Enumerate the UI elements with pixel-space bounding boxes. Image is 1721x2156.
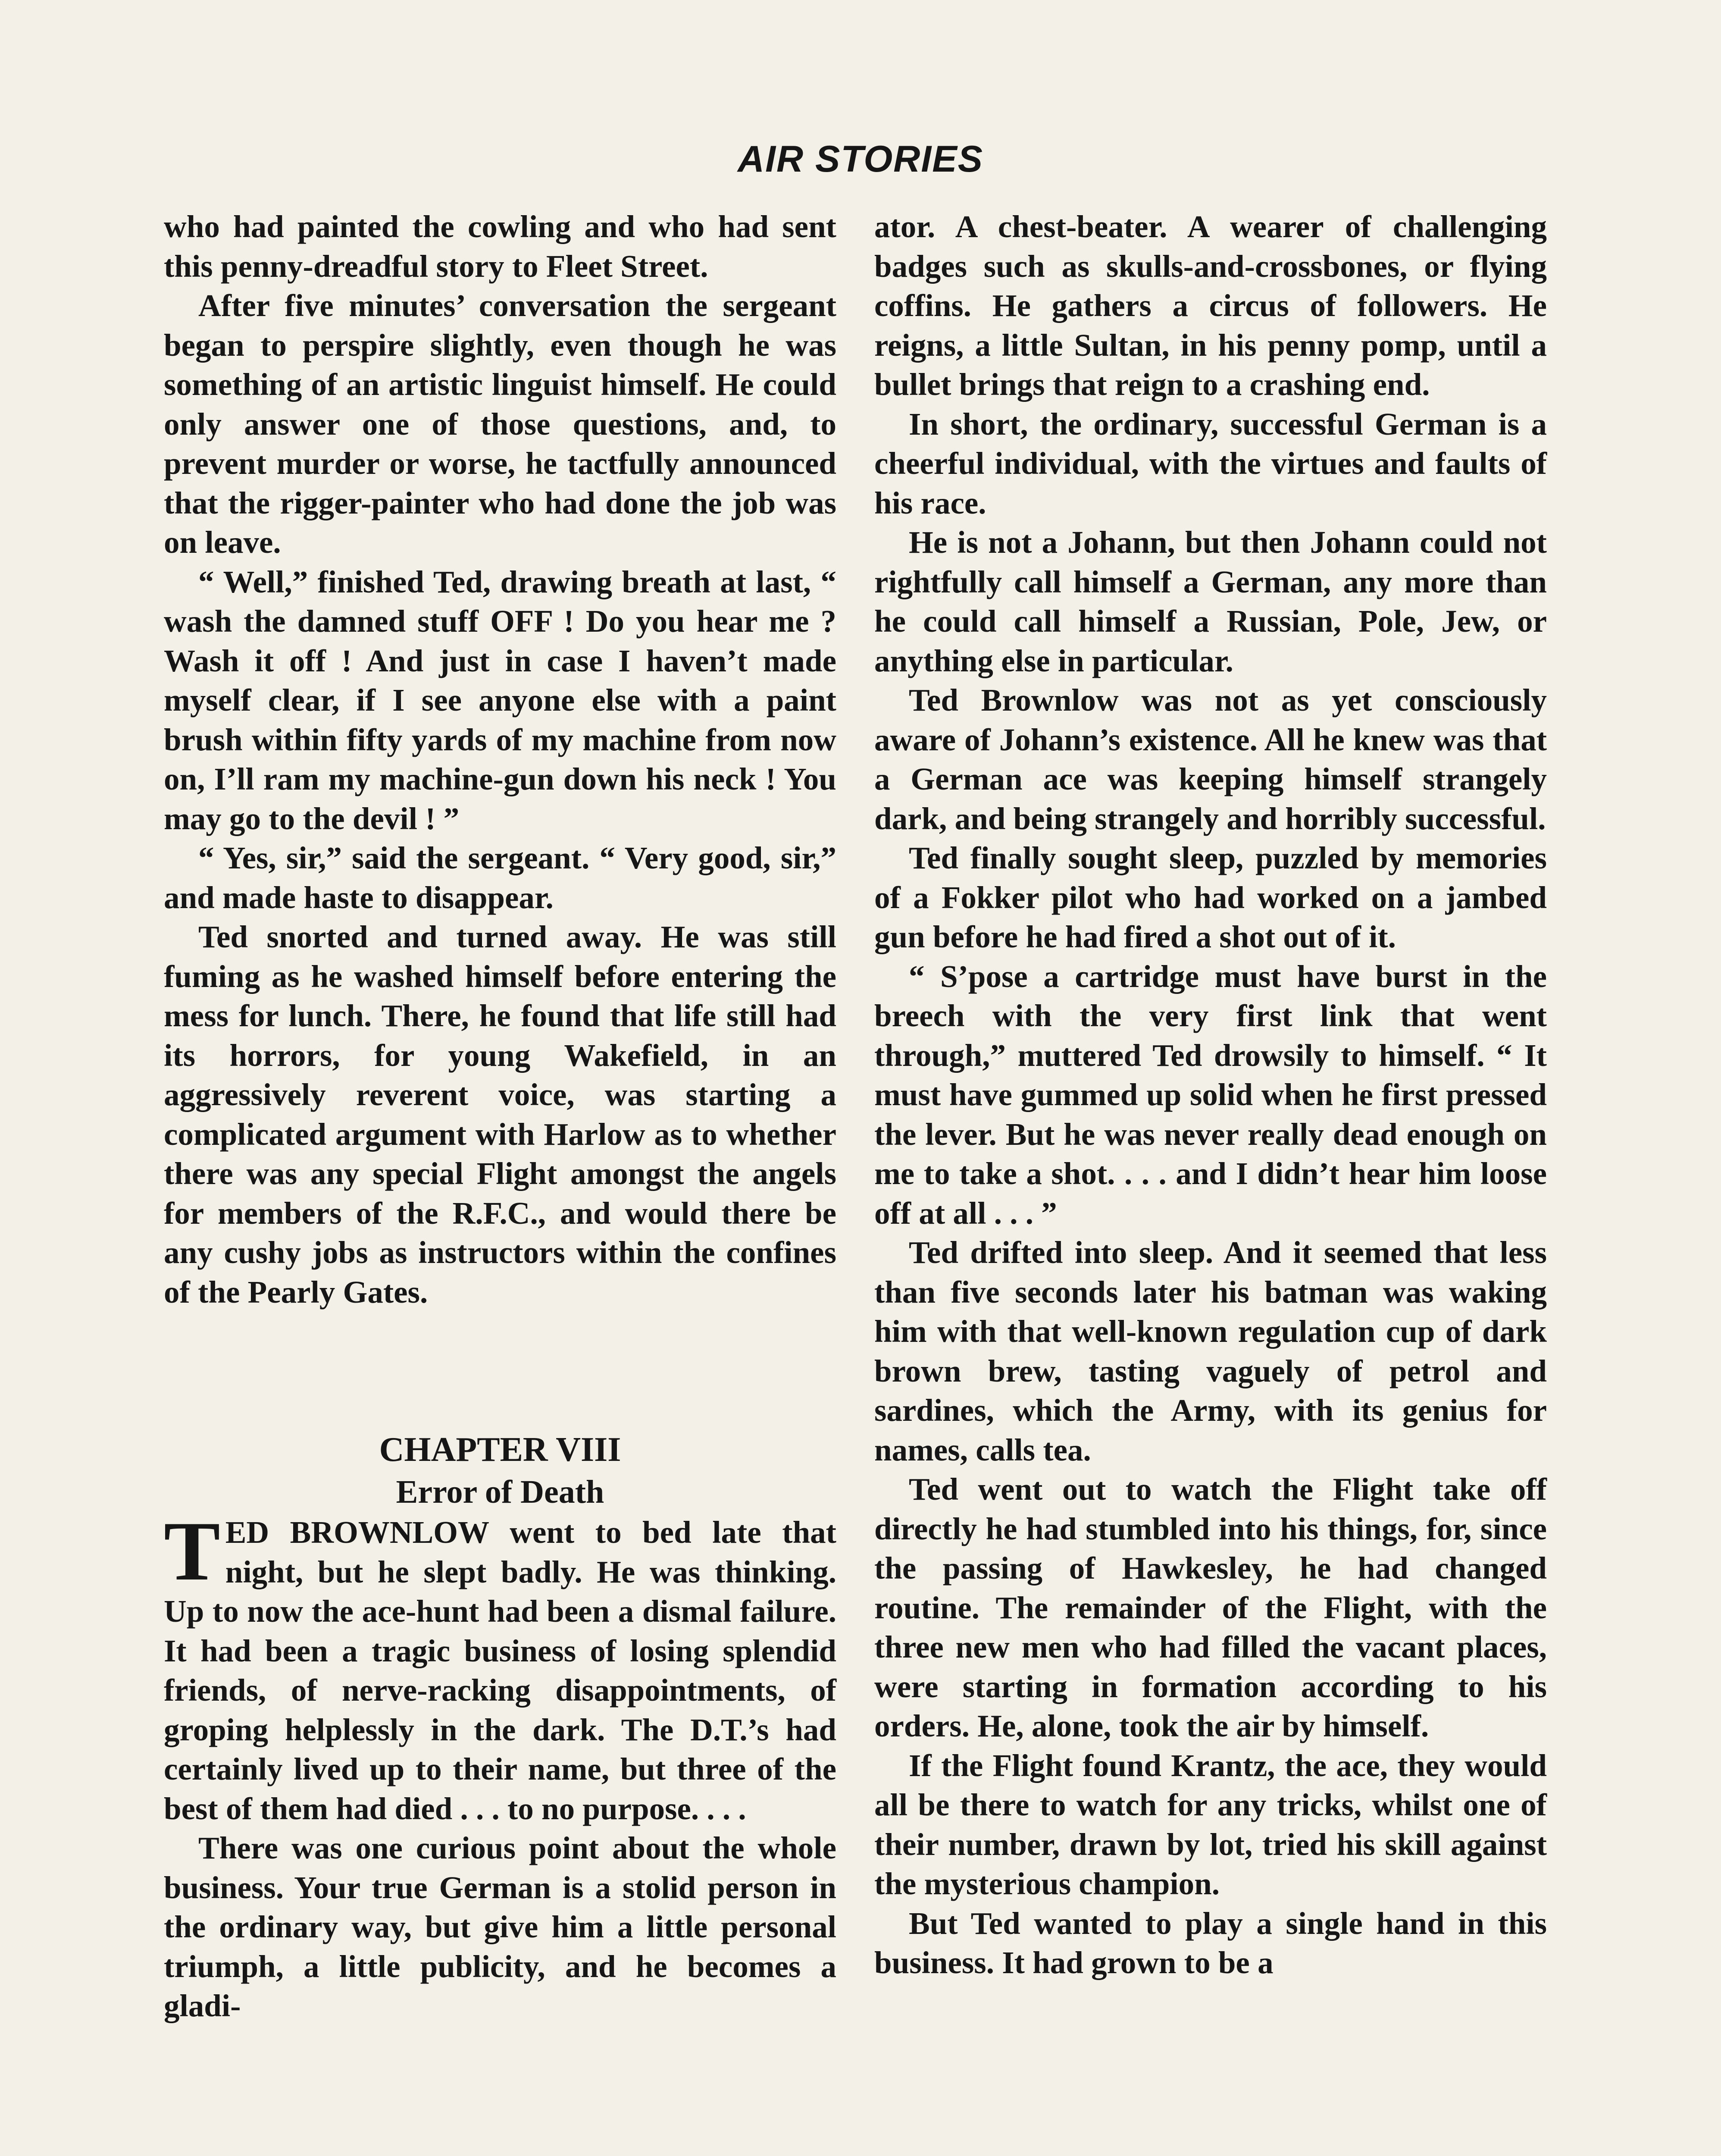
chapter-heading xyxy=(164,1428,836,1513)
paragraph: Ted finally sought sleep, puzzled by memories of a Fokker pilot who had worked on a jambed gun before he had fired a shot out of it. xyxy=(874,840,1547,954)
running-header: AIR STORIES xyxy=(738,138,983,180)
paragraph: “ S’pose a cartridge must have burst in the breech with the very first link that went through,” muttered Ted drowsily to himself. “ It must have gummed up solid when he first pressed the lever. But he was never really dead enough on me to take a shot. . . . and I didn’t hear him loose off at all . . . ” xyxy=(874,959,1547,1231)
paragraph: Ted Brownlow was not as yet consciously aware of Johann’s existence. All he knew was that a German ace was keeping himself strangely dark, and being strangely and horribly successful. xyxy=(874,683,1547,836)
left-column xyxy=(164,207,836,2026)
paragraph: who had painted the cowling and who had sent this penny-dreadful story to Fleet Street. xyxy=(164,209,836,284)
chapter-opening-paragraph xyxy=(164,1504,836,1828)
chapter-opening-text: ED BROWNLOW went to bed late that night, but he slept badly. He was thinking. Up to now the ace-hunt had been a dismal failure. It had been a tragic business of losing splendid friends, of nerve-racking disappointments, of groping helplessly in the dark. The D.T.’s had certainly lived up to their name, but three of the best of them had died . . . to no purpose. . . . xyxy=(164,1515,836,1826)
paragraph: Ted snorted and turned away. He was still fuming as he washed himself before entering the mess for lunch. There, he found that life still had its horrors, for young Wakefield, in an aggressively reverent voice, was starting a complicated argument with Harlow as to whether there was any special Flight amongst the angels for members of the R.F.C., and would there be any cushy jobs as instructors within the confines of the Pearly Gates. xyxy=(164,919,836,1310)
paragraph: After five minutes’ conversation the sergeant began to perspire slightly, even though he was something of an artistic linguist himself. He could only answer one of those questions, and, to prevent murder or worse, he tactfully announced that the rigger-painter who had done the job was on leave. xyxy=(164,288,836,560)
paragraph: He is not a Johann, but then Johann could not rightfully call himself a German, any more than he could call himself a Russian, Pole, Jew, or anything else in particular. xyxy=(874,525,1547,678)
paragraph: In short, the ordinary, successful German is a cheerful individual, with the virtues and faults of his race. xyxy=(874,406,1547,520)
paragraph: If the Flight found Krantz, the ace, they would all be there to watch for any tricks, whilst one of their number, drawn by lot, tried his skill against the mysterious champion. xyxy=(874,1748,1547,1901)
chapter-subtitle: Error of Death xyxy=(396,1474,604,1510)
drop-cap: T xyxy=(164,1504,220,1598)
right-column xyxy=(874,207,1547,1983)
paragraph: There was one curious point about the whole business. Your true German is a stolid person in the ordinary way, but give him a little personal triumph, a little publicity, and he becomes a gladi- xyxy=(164,1830,836,2023)
paragraph: Ted went out to watch the Flight take off directly he had stumbled into his things, for, since the passing of Hawkesley, he had changed routine. The remainder of the Flight, with the three new men who had filled the vacant places, were starting in formation according to his orders. He, alone, took the air by himself. xyxy=(874,1472,1547,1743)
chapter-title: CHAPTER VIII xyxy=(379,1431,621,1469)
paragraph: “ Yes, sir,” said the sergeant. “ Very good, sir,” and made haste to disappear. xyxy=(164,840,836,915)
paragraph: Ted drifted into sleep. And it seemed that less than five seconds later his batman was waking him with that well-known regulation cup of dark brown brew, tasting vaguely of petrol and sardines, which the Army, with its genius for names, calls tea. xyxy=(874,1235,1547,1467)
paragraph: But Ted wanted to play a single hand in this business. It had grown to be a xyxy=(874,1905,1547,1980)
paragraph: “ Well,” finished Ted, drawing breath at last, “ wash the damned stuff OFF ! Do you hear me ? Wash it off ! And just in case I haven’t made myself clear, if I see anyone else with a paint brush within fifty yards of my machine from now on, I’ll ram my machine-gun down his neck ! You may go to the devil ! ” xyxy=(164,564,836,836)
paragraph: ator. A chest-beater. A wearer of challenging badges such as skulls-and-crossbones, or flying coffins. He gathers a circus of followers. He reigns, a little Sultan, in his penny pomp, until a bullet brings that reign to a crashing end. xyxy=(874,209,1547,402)
